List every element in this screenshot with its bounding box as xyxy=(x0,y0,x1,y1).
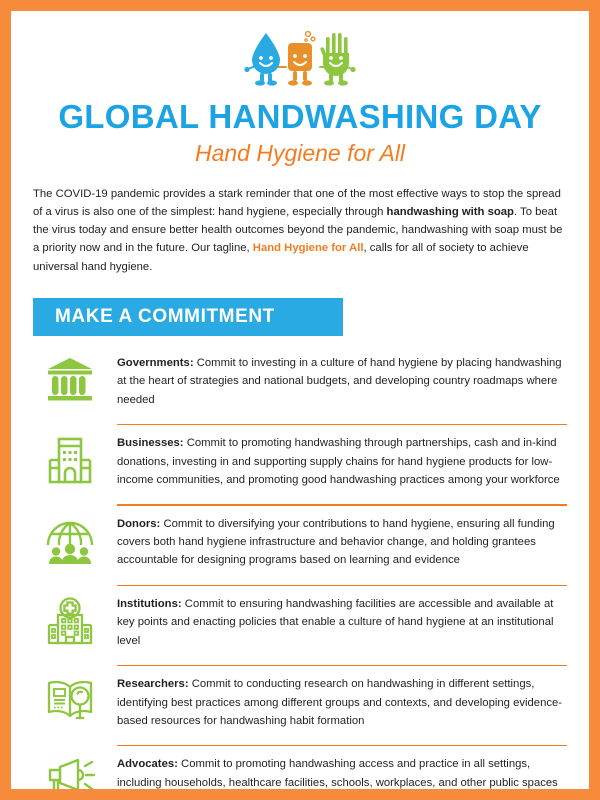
commitment-icon-cell xyxy=(33,515,107,567)
commitment-body xyxy=(107,354,567,409)
commitment-icon-cell xyxy=(33,595,107,647)
soap-bar-character xyxy=(288,32,315,86)
row-divider xyxy=(117,585,567,586)
commitment-label: Donors: xyxy=(117,517,161,530)
commitments-list xyxy=(33,354,567,789)
commitment-label: Governments: xyxy=(117,357,194,370)
hand-character xyxy=(320,33,349,86)
globe-people-icon xyxy=(45,517,95,567)
logo-container xyxy=(11,11,589,89)
commitment-text xyxy=(117,755,563,789)
commitment-text xyxy=(117,595,563,650)
commitment-description: Commit to promoting handwashing access and practice in all settings, including households, healthcare facilities, schools, workplaces, and other public spaces xyxy=(117,758,558,789)
water-drop-character xyxy=(252,33,280,86)
commitment-label: Businesses: xyxy=(117,437,184,450)
office-building-icon xyxy=(45,436,95,486)
banner-label: MAKE A COMMITMENT xyxy=(55,306,275,328)
intro-text-part-1: The COVID-19 pandemic provides a stark reminder that one of the most effective ways to stop the spread of a virus is also one of the simplest: hand hygiene, especially through xyxy=(33,187,561,218)
commitment-text xyxy=(117,675,563,730)
commitment-description: Commit to ensuring handwashing facilities are accessible and available at key points and enacting policies that enable a culture of hand hygiene at an institutional level xyxy=(117,597,554,647)
commitment-icon-cell xyxy=(33,354,107,404)
row-divider xyxy=(117,665,567,666)
commitment-icon-cell xyxy=(33,434,107,486)
commitment-text xyxy=(117,434,563,489)
commitment-description: Commit to promoting handwashing through partnerships, cash and in-kind donations, investing in and supporting supply chains for hand hygiene products for low-income communities, and promoting good handwashing practices among your workforce xyxy=(117,437,560,486)
commitment-label: Advocates: xyxy=(117,758,178,771)
hospital-icon xyxy=(45,597,95,647)
intro-text-part-3: , calls for all of society to achieve universal hand hygiene. xyxy=(33,242,529,273)
commitment-icon-cell xyxy=(33,755,107,789)
page-title: GLOBAL HANDWASHING DAY xyxy=(58,98,542,135)
list-item xyxy=(33,515,567,576)
list-item xyxy=(33,434,567,495)
poster-page xyxy=(11,11,589,789)
row-divider xyxy=(117,424,567,425)
intro-paragraph xyxy=(33,185,567,276)
list-item xyxy=(33,595,567,656)
page-subtitle: Hand Hygiene for All xyxy=(194,140,406,167)
commitment-body xyxy=(107,595,567,650)
intro-accent-tagline: Hand Hygiene for All xyxy=(252,242,364,255)
make-a-commitment-banner xyxy=(33,298,343,336)
book-magnifier-icon xyxy=(45,677,95,725)
global-handwashing-day-logo xyxy=(234,25,366,89)
megaphone-icon xyxy=(45,757,95,789)
commitment-description: Commit to diversifying your contributions to hand hygiene, ensuring all funding covers both hand hygiene infrastructure and behavior change, and holding grantees accountable for designing programs based on learning and evidence xyxy=(117,517,555,567)
commitment-label: Researchers: xyxy=(117,678,189,691)
commitment-icon-cell xyxy=(33,675,107,725)
list-item xyxy=(33,675,567,736)
intro-bold-handwashing-with-soap: handwashing with soap xyxy=(386,205,514,218)
commitment-text xyxy=(117,354,563,409)
commitment-text xyxy=(117,515,563,570)
commitment-body xyxy=(107,675,567,730)
intro-text-part-2: . To beat the virus today and ensure better health outcomes beyond the pandemic, handwashing with soap must be a priority now and in the future. Our tagline, xyxy=(33,205,563,255)
commitment-description: Commit to investing in a culture of hand hygiene by placing handwashing at the heart of strategies and national budgets, and developing country roadmaps where needed xyxy=(117,357,562,406)
commitment-body xyxy=(107,755,567,789)
commitment-body xyxy=(107,434,567,489)
commitment-label: Institutions: xyxy=(117,597,182,610)
commitment-description: Commit to conducting research on handwashing in different settings, identifying best practices among different groups and contexts, and developing evidence-based resources for handwashing habit formation xyxy=(117,678,563,727)
row-divider xyxy=(117,745,567,746)
list-item xyxy=(33,354,567,415)
list-item xyxy=(33,755,567,789)
commitment-body xyxy=(107,515,567,570)
row-divider xyxy=(117,504,567,505)
government-building-icon xyxy=(45,356,95,404)
